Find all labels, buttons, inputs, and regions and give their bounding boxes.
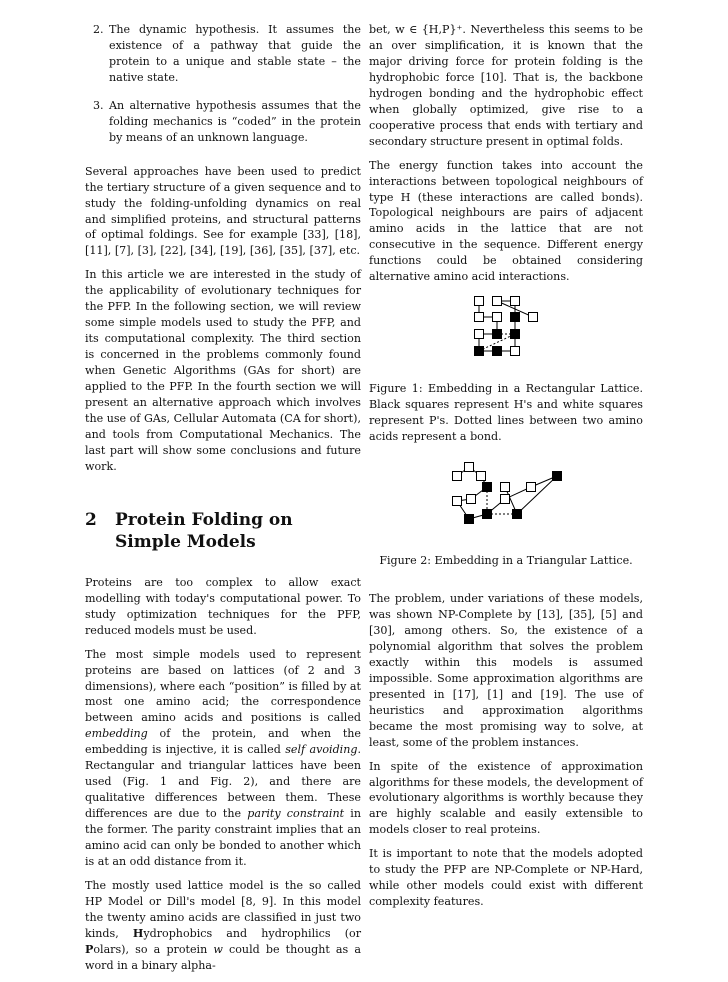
figure-1-caption: Figure 1: Embedding in a Rectangular Lattice. Black squares represent H's and white squares represent P's. Dotted lines between two amino acids represent a bond. <box>369 382 643 444</box>
list-item <box>85 22 361 86</box>
paragraph-reduced-models: Proteins are too complex to allow exact modelling with today's computational power. To study optimization techniques for the PFP, reduced models must be used. <box>85 575 361 637</box>
h-residue <box>493 330 502 339</box>
h-residue <box>475 347 484 356</box>
h-residue <box>483 483 492 492</box>
p-residue <box>501 483 510 492</box>
list-item-text: An alternative hypothesis assumes that the folding mechanics is “coded” in the protein by means of an unknown language. <box>109 98 361 144</box>
section-heading <box>85 509 361 553</box>
p-residue <box>453 472 462 481</box>
text-run: . Rectangular and triangular lattices have been used (Fig. 1 and Fig. 2), and there are qualitative differences between them. These differences are due to the <box>85 743 361 821</box>
h-residue <box>511 330 520 339</box>
p-residue <box>475 313 484 322</box>
p-residue <box>493 313 502 322</box>
backbone-link <box>517 476 557 514</box>
text-run: in the former. The parity constraint implies that an amino acid can only be bonded to another which is at an odd distance from it. <box>85 807 361 868</box>
h-residue <box>465 515 474 524</box>
rectangular-lattice-diagram <box>369 295 643 361</box>
p-residue <box>511 347 520 356</box>
paragraph-alphabet: bet, w ∈ {H,P}⁺. Nevertheless this seems to be an over simplification, it is known that the major driving force for protein folding is the hydrophobic force [10]. That is, the backbone hydrogen bonding and the hydrophobic effect when globally optimized, give rise to a cooperative process that ends with tertiary and secondary structure present in optimal folds. <box>369 23 643 148</box>
p-residue <box>453 497 462 506</box>
figure-triangular-lattice <box>369 467 643 535</box>
h-residue <box>553 472 562 481</box>
list-item-text: The dynamic hypothesis. It assumes the existence of a pathway that guide the protein to a unique and stable state – the native state. <box>109 23 361 84</box>
list-item-number: 3. <box>93 98 104 112</box>
hypothesis-list <box>85 22 361 146</box>
emphasis-embedding: embedding <box>85 727 148 741</box>
h-residue <box>511 313 520 322</box>
p-residue <box>527 483 536 492</box>
paragraph-lattice-models <box>85 647 361 870</box>
p-residue <box>511 297 520 306</box>
bold-p: P <box>85 942 94 956</box>
paragraph-hp-model <box>85 878 361 974</box>
paragraph-approaches: Several approaches have been used to predict the tertiary structure of a given sequence and to study the folding-unfolding dynamics on real and simplified proteins, and structural patterns of optimal foldings. See for example [33], [18], [11], [7], [3], [22], [34], [19], [36], [35], [37], etc. <box>85 164 361 258</box>
emphasis-self-avoiding: self avoiding <box>285 743 358 757</box>
figure-2-caption: Figure 2: Embedding in a Triangular Lattice. <box>379 554 633 568</box>
bold-h: H <box>132 926 144 940</box>
p-residue <box>475 297 484 306</box>
emphasis-parity-constraint: parity constraint <box>247 807 345 821</box>
right-column <box>369 22 643 918</box>
list-item <box>85 98 361 146</box>
triangular-lattice-diagram <box>369 467 643 535</box>
p-residue <box>529 313 538 322</box>
h-residue <box>513 510 522 519</box>
section-number: 2 <box>85 509 97 530</box>
paragraph-article-outline: In this article we are interested in the study of the applicability of evolutionary techniques for the PFP. In the following section, we will review some simple models used to study the PFP, and its computational complexity. The third section is concerned in the problems commonly found when Genetic Algorithms (GAs for short) are applied to the PFP. In the fourth section we will present an alternative approach which involves the use of GAs, Cellular Automata (CA for short), and tools from Computational Mechanics. The last part will show some conclusions and future work. <box>85 268 361 473</box>
left-column <box>85 22 361 982</box>
paragraph-complexity: It is important to note that the models adopted to study the PFP are NP-Complete or NP-Hard, while other models could exist with different complexity features. <box>369 847 643 909</box>
list-item-number: 2. <box>93 23 104 36</box>
p-residue <box>477 472 486 481</box>
figure-rectangular-lattice <box>369 295 643 361</box>
p-residue <box>475 330 484 339</box>
h-residue <box>483 510 492 519</box>
p-residue <box>465 463 474 472</box>
text-run: olars), so a protein <box>93 942 214 956</box>
p-residue <box>501 495 510 504</box>
paragraph-np-complete: The problem, under variations of these models, was shown NP-Complete by [13], [35], [5] and [30], among others. So, the existence of a polynomial algorithm that solves the problem exactly within this models is assumed impossible. Some approximation algorithms are presented in [17], [1] and [19]. The use of heuristics and approximation algorithms became the most promising way to solve, at least, some of the problem instances. <box>369 592 643 749</box>
p-residue <box>467 495 476 504</box>
p-residue <box>493 297 502 306</box>
section-title: Protein Folding on Simple Models <box>115 509 293 552</box>
text-run: could be thought as a word in a binary alpha- <box>85 942 361 972</box>
paragraph-energy-function: The energy function takes into account the interactions between topological neighbours of type H (these interactions are called bonds). Topological neighbours are pairs of adjacent amino acids in the lattice that are not consecutive in the sequence. Different energy functions could be obtained considering alternative amino acid interactions. <box>369 158 643 284</box>
h-residue <box>493 347 502 356</box>
math-w: w <box>213 942 223 956</box>
text-run: of the protein, and when the embedding is injective, it is called <box>85 727 361 757</box>
text-run: ydrophobics and hydrophilics (or <box>143 926 361 940</box>
paragraph-evolutionary: In spite of the existence of approximation algorithms for these models, the development of evolutionary algorithms is worthly because they are highly scalable and easily extensible to models closer to real proteins. <box>369 759 643 837</box>
text-run: The most simple models used to represent proteins are based on lattices (of 2 and 3 dimensions), where each “position” is filled by at most one amino acid; the correspondence between amino acids and positions is called <box>85 647 361 725</box>
text-run: The mostly used lattice model is the so called HP Model or Dill's model [8, 9]. In this model the twenty amino acids are classified in just two kinds, <box>85 878 361 940</box>
